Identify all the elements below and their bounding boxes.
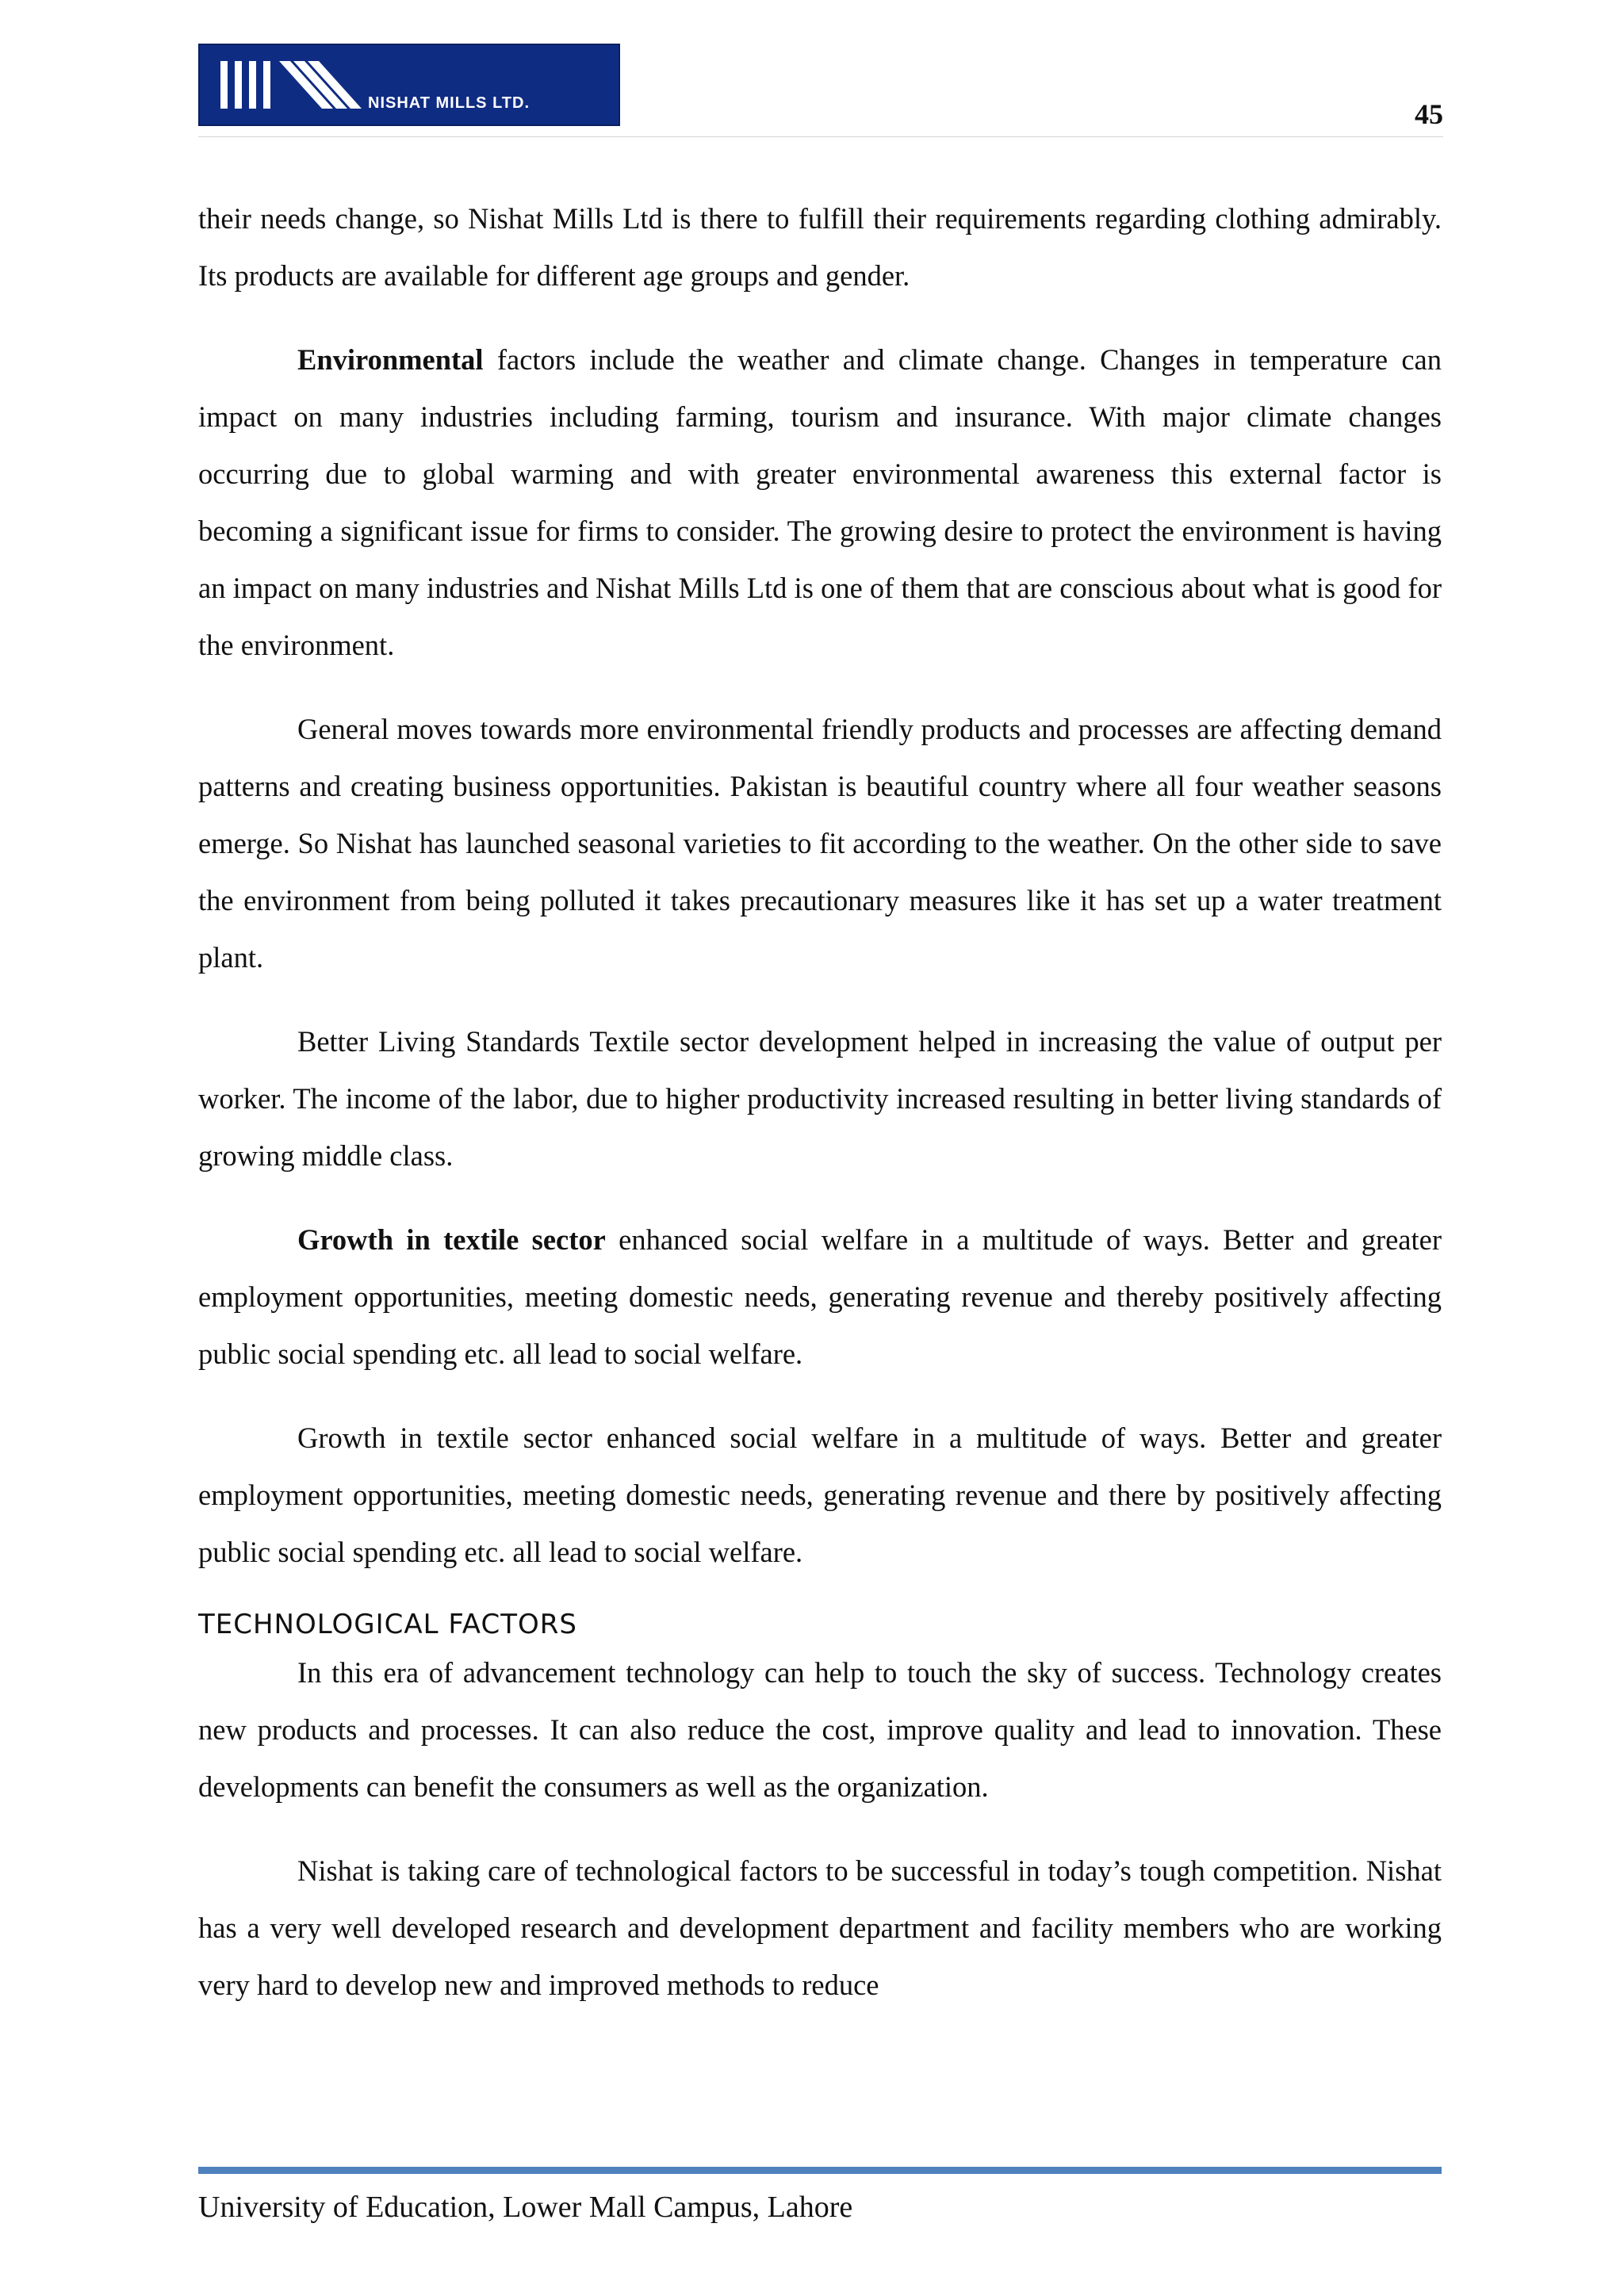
section-heading: TECHNOLOGICAL FACTORS [198,1609,577,1640]
paragraph [198,1410,1442,1581]
document-body [198,190,1442,2041]
footer-divider [198,2167,1442,2174]
paragraph [198,1211,1442,1383]
paragraph [198,331,1442,674]
logo-stripes-icon [214,55,365,118]
paragraph-text: their needs change, so Nishat Mills Ltd is there to fulfill their requirements regarding clothing admirably. Its products are available for different age groups and gender. [198,202,1442,292]
paragraph [198,1644,1442,1816]
page-header [198,44,1443,139]
paragraph [198,1843,1442,2014]
paragraph-text: enhanced social welfare in a multitude of ways. Better and greater employment opportunities, meeting domestic needs, generating revenue and thereby positively affecting public social spending etc. all lead to social welfare. [198,1223,1442,1370]
paragraph [198,701,1442,986]
paragraph-text: Better Living Standards Textile sector development helped in increasing the value of output per worker. The income of the labor, due to higher productivity increased resulting in better living standards of growing middle class. [198,1025,1442,1172]
header-divider [198,136,1443,137]
logo-text: NISHAT MILLS LTD. [368,94,530,112]
paragraph-text: Nishat is taking care of technological factors to be successful in today’s tough competition. Nishat has a very well developed research and development department and facility members who are working very hard to develop new and improved methods to reduce [198,1854,1442,2001]
page-number: 45 [1415,98,1443,130]
paragraph-text: factors include the weather and climate change. Changes in temperature can impact on many industries including farming, tourism and insurance. With major climate changes occurring due to global warming and with greater environmental awareness this external factor is becoming a significant issue for firms to consider. The growing desire to protect the environment is having an impact on many industries and Nishat Mills Ltd is one of them that are conscious about what is good for the environment. [198,343,1442,661]
paragraph-text: In this era of advancement technology can help to touch the sky of success. Technology creates new products and processes. It can also reduce the cost, improve quality and lead to innovation. These developments can benefit the consumers as well as the organization. [198,1656,1442,1803]
bold-term: Growth in textile sector [297,1223,606,1256]
paragraph-text: General moves towards more environmental friendly products and processes are affecting demand patterns and creating business opportunities. Pakistan is beautiful country where all four weather seasons emerge. So Nishat has launched seasonal varieties to fit according to the weather. On the other side to save the environment from being polluted it takes precautionary measures like it has set up a water treatment plant. [198,713,1442,974]
paragraph [198,1013,1442,1184]
paragraph-text: Growth in textile sector enhanced social welfare in a multitude of ways. Better and greater employment opportunities, meeting domestic needs, generating revenue and there by positively affecting public social spending etc. all lead to social welfare. [198,1422,1442,1568]
footer-text: University of Education, Lower Mall Campus, Lahore [198,2191,853,2224]
nishat-mills-logo [198,44,620,126]
paragraph [198,190,1442,304]
bold-term: Environmental [297,343,484,376]
